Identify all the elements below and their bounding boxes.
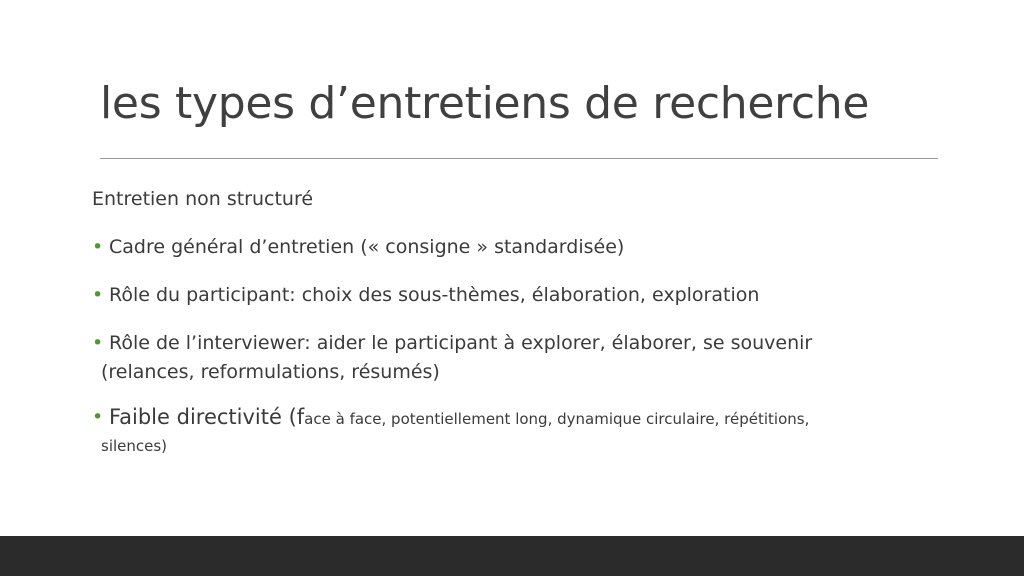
bullet-dot-icon: • (92, 406, 104, 428)
footer-bar (0, 536, 1024, 576)
bullet-text-large: Faible directivité (f (109, 405, 305, 429)
bullet-text: Cadre général d’entretien (« consigne » standardisée) (109, 236, 625, 258)
slide-content (92, 186, 952, 478)
slide-title: les types d’entretiens de recherche (100, 78, 870, 129)
title-divider (100, 158, 938, 159)
bullet-item (92, 328, 952, 386)
bullet-item (92, 404, 952, 460)
bullet-text: Rôle du participant: choix des sous-thèmes, élaboration, exploration (109, 284, 760, 306)
bullet-dot-icon: • (92, 284, 104, 306)
section-heading: Entretien non structuré (92, 188, 314, 210)
bullet-continuation: silences) (101, 437, 168, 455)
bullet-continuation: (relances, reformulations, résumés) (101, 361, 440, 383)
bullet-dot-icon: • (92, 332, 104, 354)
bullet-dot-icon: • (92, 236, 104, 258)
bullet-text-small: ace à face, potentiellement long, dynamique circulaire, répétitions, (304, 410, 810, 428)
bullet-item (92, 280, 952, 310)
bullet-text: Rôle de l’interviewer: aider le participant à explorer, élaborer, se souvenir (109, 332, 813, 354)
bullet-item (92, 232, 952, 262)
